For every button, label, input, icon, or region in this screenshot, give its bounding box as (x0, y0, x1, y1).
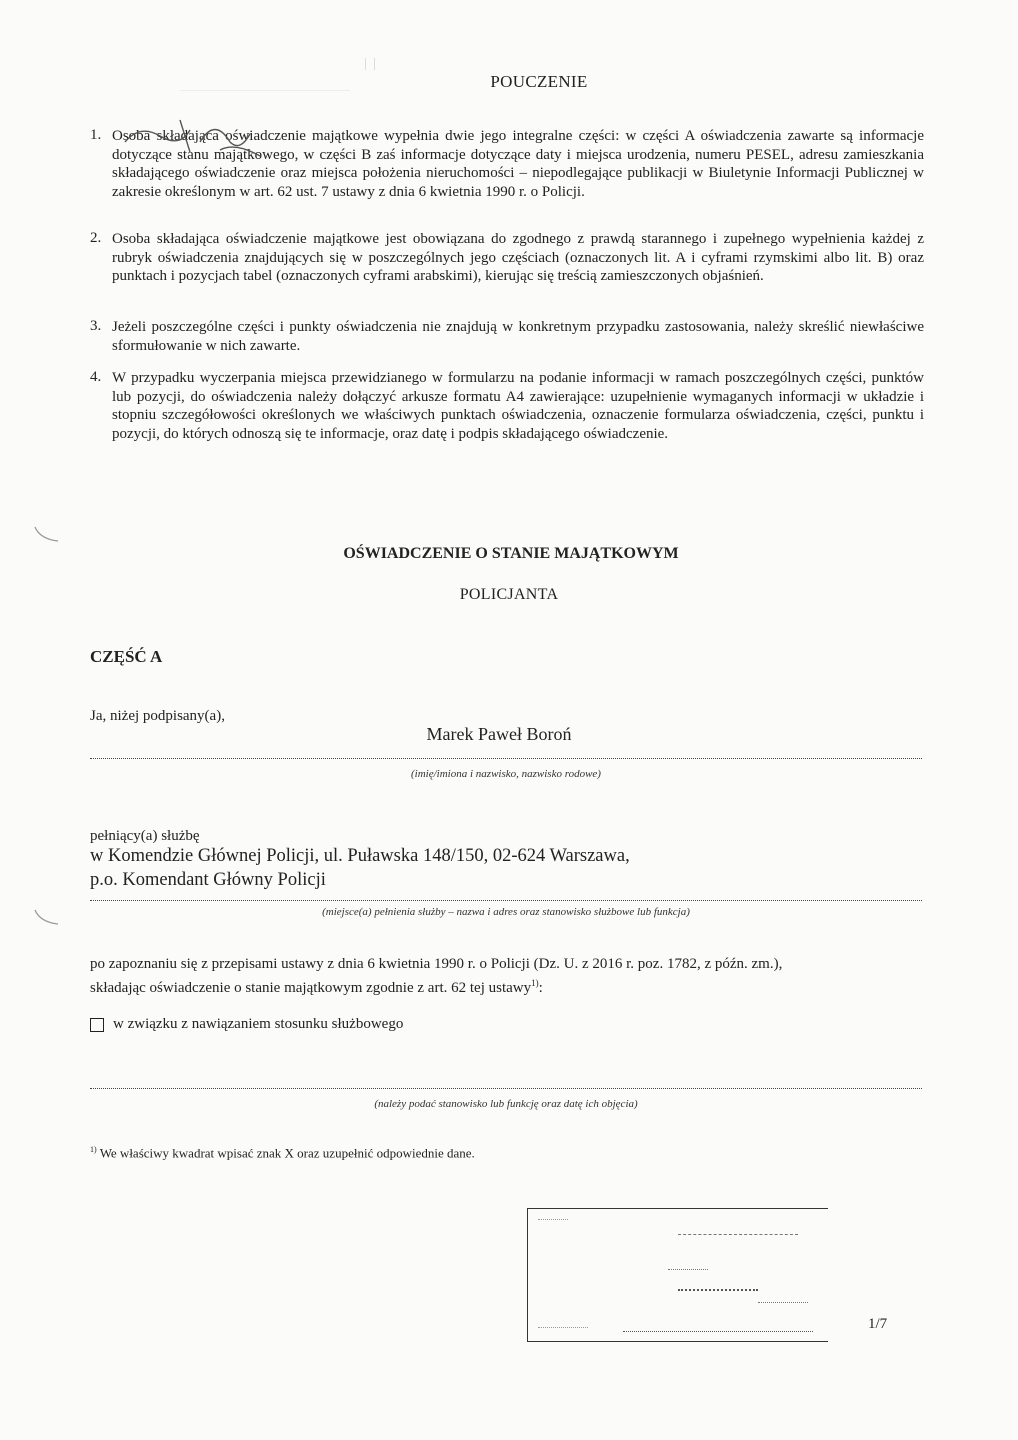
instructions-title: POUCZENIE (490, 72, 588, 91)
footnote (90, 1145, 475, 1161)
item-number: 1. (90, 127, 102, 143)
service-caption: (miejsce(a) pełnienia służby – nazwa i adres oraz stanowisko służbowe lub funkcja) (322, 906, 690, 918)
footnote-ref: 1) (531, 977, 539, 988)
service-line (90, 900, 922, 901)
statement (90, 955, 922, 997)
footnote-mark: 1) (90, 1145, 97, 1154)
service-label: pełniący(a) służbę (90, 828, 200, 844)
stamp-line (678, 1234, 798, 1235)
intro-label: Ja, niżej podpisany(a), (90, 708, 225, 724)
name-caption: (imię/imiona i nazwisko, nazwisko rodowe) (411, 768, 601, 780)
punch-mark (30, 908, 60, 928)
item-number: 4. (90, 369, 102, 385)
handwritten-scribble (120, 112, 280, 162)
instruction-item-1: Osoba składająca oświadczenie majątkowe wypełnia dwie jego integralne części: w części A oświadczenia zawarte są informacje dotyczące stanu majątkowego, w części B zaś informacje dotyczące daty i miejsca urodzenia, numeru PESEL, adresu zamieszkania składającego oświadczenie oraz miejsca położenia nieruchomości – niepodlegające publikacji w Biuletynie Informacji Publicznej w zakresie określonym w art. 62 ust. 7 ustawy z dnia 6 kwietnia 1990 r. o Policji. (112, 128, 924, 200)
stamp-line (538, 1327, 588, 1328)
form-title: OŚWIADCZENIE O STANIE MAJĄTKOWYM (343, 545, 679, 562)
stamp-line (758, 1302, 808, 1303)
page-number: 1/7 (868, 1316, 888, 1332)
name-line (90, 758, 922, 759)
receipt-stamp (527, 1208, 828, 1342)
checkbox-establishment[interactable] (90, 1018, 104, 1032)
item-number: 2. (90, 230, 102, 246)
service-position: p.o. Komendant Główny Policji (90, 870, 326, 890)
checkbox-row[interactable] (90, 1016, 403, 1033)
stamp-line (538, 1219, 568, 1220)
scan-artifact (365, 58, 375, 70)
instruction-item-2: Osoba składająca oświadczenie majątkowe jest obowiązana do zgodnego z prawdą starannego i zupełnego wypełnienia każdej z rubryk oświadczenia znajdujących się w poszczególnych jego częściach (oznaczonych lit. A i cyframi rzymskimi albo lit. B) oraz punktach i pozycjach tabel (oznaczonych cyframi arabskimi), kierując się treścią zamieszczonych objaśnień. (112, 231, 924, 284)
footnote-text: We właściwy kwadrat wpisać znak X oraz uzupełnić odpowiednie dane. (99, 1145, 475, 1161)
form-subtitle: POLICJANTA (459, 586, 559, 603)
position-line (90, 1088, 922, 1089)
scan-artifact (180, 90, 350, 105)
stamp-line (678, 1289, 758, 1291)
part-label: CZĘŚĆ A (90, 647, 163, 666)
stamp-line (623, 1331, 813, 1332)
name-value: Marek Paweł Boroń (426, 724, 572, 744)
punch-mark (30, 525, 60, 545)
instruction-item-4: W przypadku wyczerpania miejsca przewidzianego w formularzu na podanie informacji w ramach poszczególnych części, punktów lub pozycji, do oświadczenia należy dołączyć arkusze formatu A4 zawierające: uzupełnienie wymaganych informacji w układzie i stopniu szczegółowości określonych we właściwych punktach oświadczenia, oznaczenie formularza oświadczenia, części, punktu i pozycji, do których odnoszą się te informacje, oraz datę i podpis składającego oświadczenie. (112, 370, 924, 442)
service-place: w Komendzie Głównej Policji, ul. Puławska 148/150, 02-624 Warszawa, (90, 846, 630, 866)
stamp-line (668, 1269, 708, 1270)
position-caption: (należy podać stanowisko lub funkcję oraz datę ich objęcia) (374, 1098, 638, 1110)
statement-line-1: po zapoznaniu się z przepisami ustawy z dnia 6 kwietnia 1990 r. o Policji (Dz. U. z 2016 r. poz. 1782, z późn. zm.), (90, 956, 783, 972)
statement-line-2: składając oświadczenie o stanie majątkowym zgodnie z art. 62 tej ustawy$^{1)}$: (90, 977, 543, 996)
instruction-item-3: Jeżeli poszczególne części i punkty oświadczenia nie znajdują w konkretnym przypadku zastosowania, należy skreślić niewłaściwe sformułowanie w nich zawarte. (112, 319, 924, 354)
checkbox-label: w związku z nawiązaniem stosunku służbowego (113, 1016, 404, 1032)
item-number: 3. (90, 318, 102, 334)
